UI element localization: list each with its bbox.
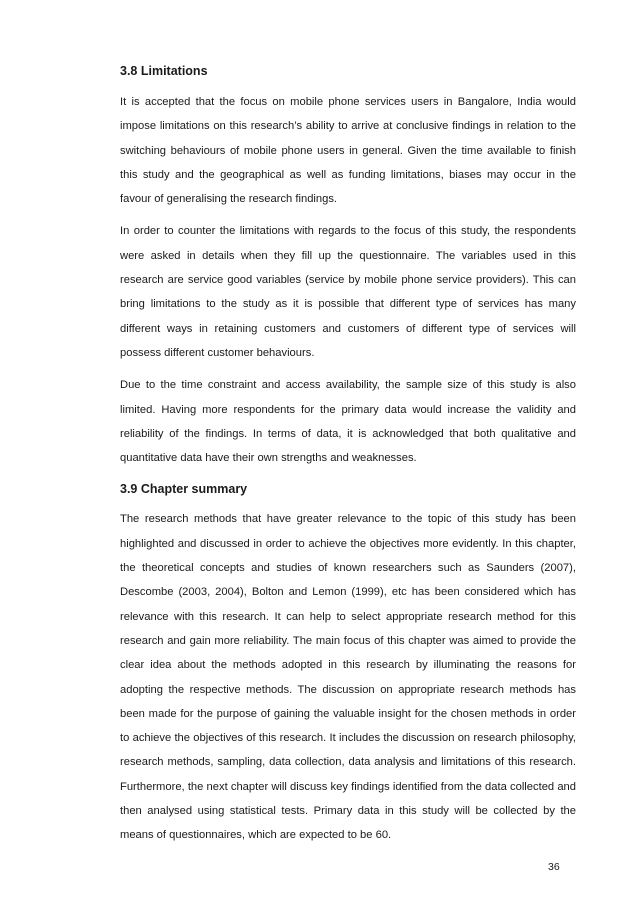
limitations-paragraph-2: In order to counter the limitations with regards to the focus of this study, the respondents were asked in details when they fill up the questionnaire. The variables used in this research are service good variables (service by mobile phone service providers). This can bring limitations to the study as it is possible that different type of services has many different ways in retaining customers and customers of different type of services will possess different customer behaviours.: [120, 225, 576, 359]
chapter-summary-paragraph: The research methods that have greater relevance to the topic of this study has been highlighted and discussed in order to achieve the objectives more evidently. In this chapter, the theoretical concepts and studies of known researchers such as Saunders (2007), Descombe (2003, 2004), Bolton and Lemon (1999), etc has been considered which has relevance with this research. It can help to select appropriate research method for this research and gain more reliability. The main focus of this chapter was aimed to provide the clear idea about the methods adopted in this research by illuminating the reasons for adopting the respective methods. The discussion on appropriate research methods has been made for the purpose of gaining the valuable insight for the chosen methods in order to achieve the objectives of this research. It includes the discussion on research philosophy, research methods, sampling, data collection, data analysis and limitations of this research. Furthermore, the next chapter will discuss key findings identified from the data collected and then analysed using statistical tests. Primary data in this study will be collected by the means of questionnaires, which are expected to be 60.: [120, 513, 576, 842]
limitations-paragraph-3: Due to the time constraint and access availability, the sample size of this study is also limited. Having more respondents for the primary data would increase the validity and reliability of the findings. In terms of data, it is acknowledged that both qualitative and quantitative data have their own strengths and weaknesses.: [120, 379, 576, 465]
section-heading-limitations: 3.8 Limitations: [120, 64, 208, 78]
page-number: 36: [548, 861, 560, 873]
limitations-paragraph-1: It is accepted that the focus on mobile phone services users in Bangalore, India would impose limitations on this research’s ability to arrive at conclusive findings in relation to the switching behaviours of mobile phone users in general. Given the time available to finish this study and the geographical as well as funding limitations, biases may occur in the favour of generalising the research findings.: [120, 96, 576, 206]
section-heading-chapter-summary: 3.9 Chapter summary: [120, 482, 248, 497]
page-content: [120, 63, 576, 848]
